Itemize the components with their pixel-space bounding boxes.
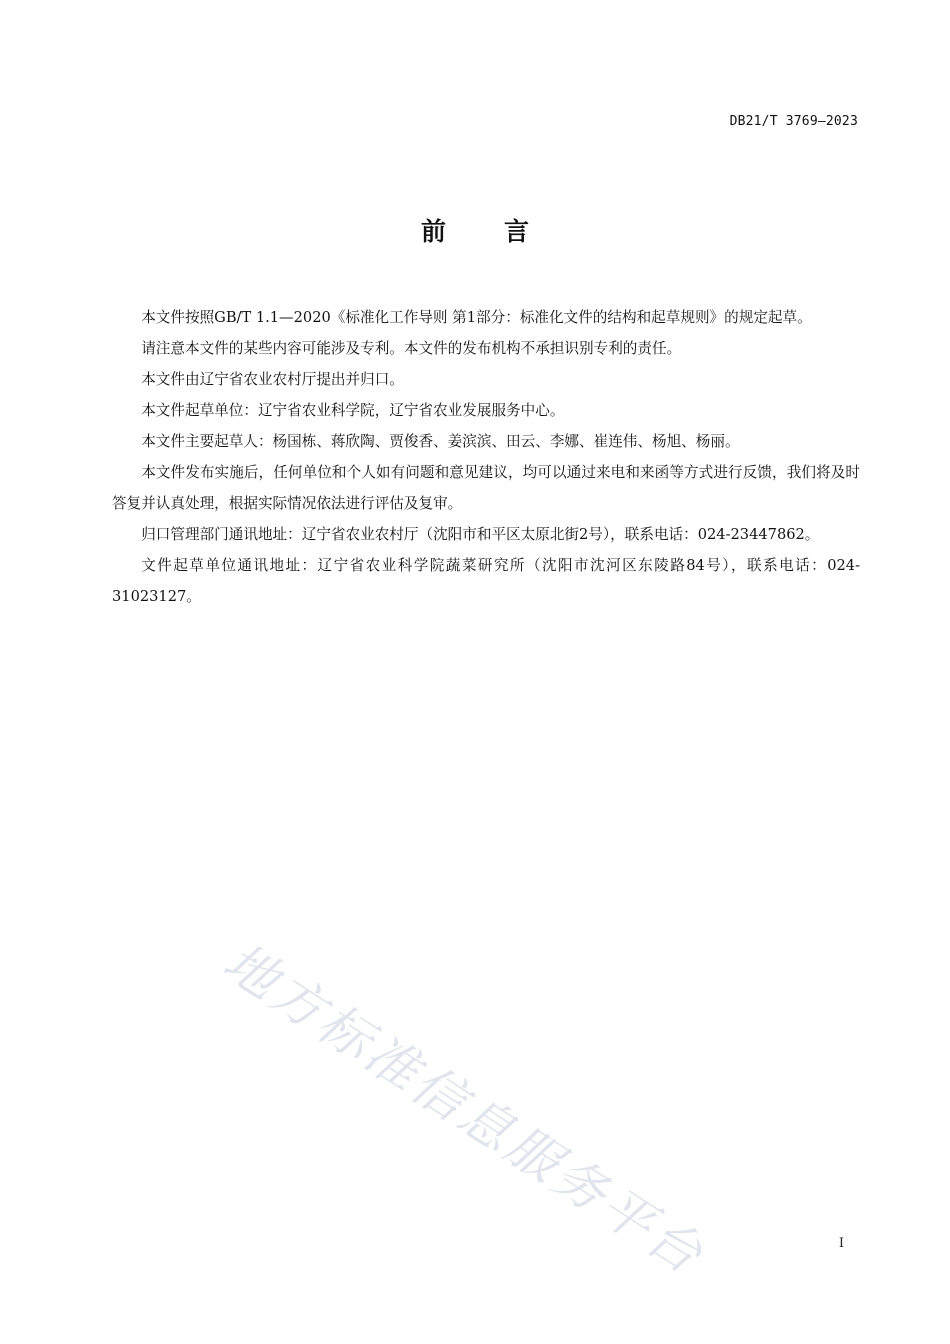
paragraph-drafter-contact: 文件起草单位通讯地址：辽宁省农业科学院蔬菜研究所（沈阳市沈河区东陵路84号），联系电话：024-31023127。 [112,557,860,605]
document-code: DB21/T 3769—2023 [729,114,858,129]
paragraph-drafters: 本文件主要起草人：杨国栋、蒋欣陶、贾俊香、姜滨滨、田云、李娜、崔连伟、杨旭、杨丽。 [141,433,740,450]
paragraph-patent-notice: 请注意本文件的某些内容可能涉及专利。本文件的发布机构不承担识别专利的责任。 [141,340,682,357]
paragraph-feedback: 本文件发布实施后，任何单位和个人如有问题和意见建议，均可以通过来电和来函等方式进行反馈，我们将及时答复并认真处理，根据实际情况依法进行评估及复审。 [112,464,860,512]
page-number: I [838,1236,844,1251]
paragraph-authority-contact: 归口管理部门通讯地址：辽宁省农业农村厅（沈阳市和平区太原北街2号），联系电话：024-23447862。 [141,526,820,543]
page-title: 前言 [420,217,587,246]
paragraph-drafting-basis: 本文件按照GB/T 1.1—2020《标准化工作导则 第1部分：标准化文件的结构和起草规则》的规定起草。 [141,309,812,326]
paragraph-drafting-units: 本文件起草单位：辽宁省农业科学院，辽宁省农业发展服务中心。 [141,402,565,419]
paragraph-proposer: 本文件由辽宁省农业农村厅提出并归口。 [141,371,404,388]
document-body [112,302,860,612]
watermark-text: 地方标准信息服务平台 [212,931,716,1288]
